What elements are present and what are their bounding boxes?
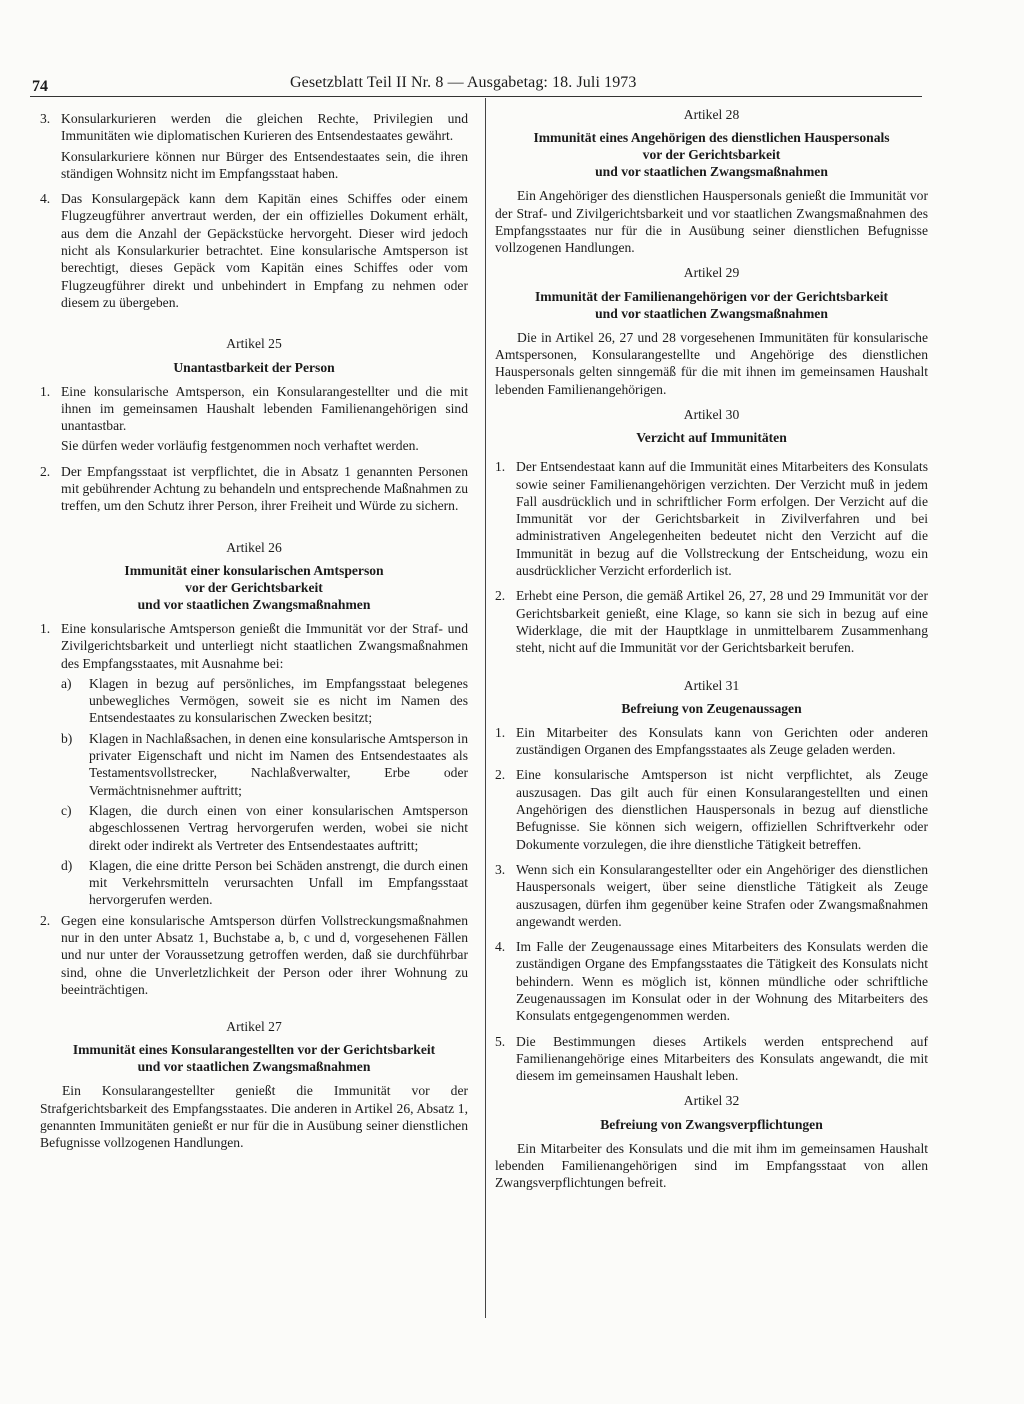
item-number: 1. bbox=[495, 459, 506, 475]
item-number: 1. bbox=[40, 620, 51, 636]
paragraph: Erhebt eine Person, die gemäß Artikel 26, 27, 28 und 29 Immunität vor der Gerichtsbarkeit genießt, eine Klage, so kann sie sich in bezug auf eine Widerklage, die mit der Hauptklage in unmittelbarem Zusammenhang steht, nicht auf die Immunität vor der Gerichtsbarkeit berufen. bbox=[516, 588, 928, 656]
title-line: Immunität der Familienangehörigen vor der Gerichtsbarkeit bbox=[534, 288, 889, 304]
header-rule bbox=[30, 96, 922, 97]
paragraph: Eine konsularische Amtsperson, ein Konsularangestellter und die mit ihnen im gemeinsamen Haushalt lebenden Familienangehörigen sind unantastbar. bbox=[61, 383, 468, 434]
article-26-item-2 bbox=[40, 912, 468, 998]
title-line: Immunität einer konsularischen Amtsperson bbox=[124, 562, 384, 578]
title-line: vor der Gerichtsbarkeit bbox=[185, 579, 323, 595]
article-31-item-1 bbox=[495, 724, 928, 759]
title-line: Immunität eines Angehörigen des dienstlichen Hauspersonals bbox=[533, 130, 890, 146]
item-number: 2. bbox=[495, 588, 506, 604]
paragraph: Konsularkuriere können nur Bürger des Entsendestaates sein, die ihren ständigen Wohnsitz nicht im Empfangsstaat haben. bbox=[61, 148, 468, 181]
item-number: 1. bbox=[40, 383, 51, 399]
paragraph: Eine konsularische Amtsperson genießt die Immunität vor der Straf- und Zivilgerichtsbarkeit und unterliegt nicht staatlichen Zwangsmaßnahmen des Empfangsstaates, mit Ausnahme bei: bbox=[61, 620, 468, 671]
article-28-number: Artikel 28 bbox=[683, 107, 740, 122]
item-number: 3. bbox=[495, 861, 506, 877]
paragraph: Ein Mitarbeiter des Konsulats und die mit ihm im gemeinsamen Haushalt lebenden Familienangehörigen sind im Empfangsstaat von allen Zwangsverpflichtungen befreit. bbox=[495, 1140, 928, 1191]
title-line: Immunität eines Konsularangestellten vor der Gerichtsbarkeit bbox=[72, 1042, 436, 1058]
sub-letter: a) bbox=[61, 675, 72, 691]
article-29-title bbox=[495, 288, 928, 322]
paragraph: Klagen, die eine dritte Person bei Schäden anstrengt, die durch einen mit Verkehrsmitteln verursachten Unfall im Empfangsstaat hervorgerufen werden. bbox=[89, 857, 468, 908]
item-number: 1. bbox=[495, 724, 506, 740]
article-28-title bbox=[495, 129, 928, 180]
paragraph: Der Entsendestaat kann auf die Immunität eines Mitarbeiters des Konsulats sowie seiner Familienangehörigen verzichten. Der Verzicht muß in jedem Fall ausdrücklich und in schriftlicher Form erfolgen. Der Verzicht auf die Immunität vor der Gerichtsbarkeit in Zivilverfahren und bei administrativen Angelegenheiten bedeutet nicht den Verzicht auf die Immunität in bezug auf die Vollstreckung der Entscheidung, wozu ein ausdrücklicher Verzicht erforderlich ist. bbox=[516, 459, 928, 579]
paragraph: Die Bestimmungen dieses Artikels werden entsprechend auf Familienangehörige eines Mitarbeiters des Konsulats angewandt, die mit diesem im gemeinsamen Haushalt leben. bbox=[516, 1033, 928, 1084]
title-line: und vor staatlichen Zwangsmaßnahmen bbox=[137, 596, 371, 612]
column-divider bbox=[485, 98, 486, 1318]
article-26-item-1 bbox=[40, 620, 468, 672]
item-number: 5. bbox=[495, 1033, 506, 1049]
paragraph: Gegen eine konsularische Amtsperson dürfen Vollstreckungsmaßnahmen nur in den unter Absatz 1, Buchstabe a, b, c und d, vorgesehenen Fällen und nur unter der Voraussetzung getroffen werden, daß sie durchführbar sind, ohne die Unverletzlichkeit der Person oder ihrer Wohnung zu beeinträchtigen. bbox=[61, 912, 468, 997]
paragraph: Ein Mitarbeiter des Konsulats kann von Gerichten oder anderen zuständigen Organen des Empfangsstaates als Zeuge geladen werden. bbox=[516, 724, 928, 758]
article-31-title: Befreiung von Zeugenaussagen bbox=[621, 700, 802, 716]
article-27-number: Artikel 27 bbox=[226, 1019, 282, 1035]
item-number: 2. bbox=[40, 912, 51, 928]
left-column bbox=[40, 110, 468, 1152]
article-31-number: Artikel 31 bbox=[683, 677, 740, 693]
title-line: und vor staatlichen Zwangsmaßnahmen bbox=[137, 1059, 371, 1075]
item-number: 3. bbox=[40, 111, 51, 126]
paragraph: Eine konsularische Amtsperson ist nicht verpflichtet, als Zeuge auszusagen. Das gilt auch für einen Konsularangestellten und einen Angehörigen des dienstlichen Hauspersonals in bezug auf dienstliche Befugnisse. Sie können sich weigern, offiziellen Schriftverkehr oder Dokumente vorzulegen, die ihre dienstliche Tätigkeit betreffen. bbox=[516, 767, 928, 852]
item-number: 2. bbox=[495, 767, 506, 783]
article-30-item-1 bbox=[495, 458, 928, 579]
paragraph: Das Konsulargepäck kann dem Kapitän eines Schiffes oder einem Flugzeugführer anvertraut werden, der ein offizielles Dokument erhält, aus dem die Anzahl der Gepäckstücke hervorgeht. Dieser wird jedoch nicht als Konsularkurier betrachtet. Eine konsularische Amtsperson ist berechtigt, dieses Gepäck vom Kapitän eines Schiffes oder vom Flugzeugführer direkt und unbehindert in Empfang zu nehmen oder diesem zu übergeben. bbox=[61, 191, 468, 310]
article-26-sub-a bbox=[61, 675, 468, 727]
paragraph: Wenn sich ein Konsularangestellter oder ein Angehöriger des dienstlichen Hauspersonals weigert, über seine dienstliche Tätigkeit als Zeuge auszusagen, dürfen ihm gegenüber keine Strafen oder Zwangsmaßnahmen angewandt werden. bbox=[516, 861, 928, 929]
article-31-item-5 bbox=[495, 1033, 928, 1085]
running-head: Gesetzblatt Teil II Nr. 8 — Ausgabetag: 18. Juli 1973 bbox=[290, 74, 637, 91]
article-26-title bbox=[40, 562, 468, 613]
article-31-item-3 bbox=[495, 861, 928, 930]
title-line: vor der Gerichtsbarkeit bbox=[642, 147, 781, 163]
paragraph: Konsularkurieren werden die gleichen Rechte, Privilegien und Immunitäten wie diplomatischen Kurieren des Entsendestaates gewährt. bbox=[61, 111, 468, 144]
article-25-item-2 bbox=[40, 463, 468, 515]
paragraph: Klagen in bezug auf persönliches, im Empfangsstaat belegenes unbewegliches Vermögen, soweit sie es nicht im Namen des Entsendestaates zu konsularischen Zwecken besitzt; bbox=[89, 675, 468, 726]
item-number: 4. bbox=[40, 191, 51, 207]
paragraph: Die in Artikel 26, 27 und 28 vorgesehenen Immunitäten für konsularische Amtspersonen, Konsularangestellte und Angehörige des dienstlichen Hauspersonals gelten sinngemäß für die mit ihnen im gemeinsamen Haushalt lebenden Familienangehörigen. bbox=[495, 329, 928, 397]
article-26-sub-d bbox=[61, 857, 468, 909]
article-27-title bbox=[40, 1041, 468, 1075]
article-31-item-4 bbox=[495, 938, 928, 1024]
article-31-item-2 bbox=[495, 766, 928, 852]
sub-letter: b) bbox=[61, 730, 73, 746]
article-30-number: Artikel 30 bbox=[683, 406, 740, 422]
paragraph: Ein Konsularangestellter genießt die Immunität vor der Strafgerichtsbarkeit des Empfangsstaates. Die anderen in Artikel 26, Absatz 1, genannten Immunitäten genießt er nur für die in Ausübung seiner dienstlichen Befugnisse vollzogenen Handlungen. bbox=[40, 1083, 468, 1151]
article-26-sub-c bbox=[61, 802, 468, 854]
article-26-number: Artikel 26 bbox=[226, 539, 282, 555]
paragraph: Klagen, die durch einen von einer konsularischen Amtsperson abgeschlossenen Vertrag hervorgerufen werden, wobei sie nicht direkt oder indirekt als Vertreter des Entsendestaates auftritt; bbox=[89, 802, 468, 853]
right-column bbox=[495, 102, 928, 1192]
article-25-title: Unantastbarkeit der Person bbox=[173, 359, 335, 375]
article-32-number: Artikel 32 bbox=[683, 1093, 740, 1109]
title-line: und vor staatlichen Zwangsmaßnahmen bbox=[595, 164, 828, 180]
article-24-item-4 bbox=[40, 190, 468, 311]
article-32-title: Befreiung von Zwangsverpflichtungen bbox=[600, 1116, 823, 1132]
page-number: 74 bbox=[32, 78, 48, 95]
article-26-sub-b bbox=[61, 730, 468, 799]
article-29-number: Artikel 29 bbox=[683, 265, 740, 281]
article-25-number: Artikel 25 bbox=[226, 336, 282, 352]
paragraph: Im Falle der Zeugenaussage eines Mitarbeiters des Konsulats werden die zuständigen Organe des Empfangsstaates die Tätigkeit des Konsulats nicht behindern. Wenn es möglich ist, können mündliche oder schriftliche Zeugenaussagen im Konsulat oder in der Wohnung des Mitarbeiters des Konsulats entgegengenommen werden. bbox=[516, 939, 928, 1024]
item-number: 4. bbox=[495, 939, 506, 955]
paragraph: Klagen in Nachlaßsachen, in denen eine konsularische Amtsperson in privater Eigenschaft und nicht im Namen des Entsendestaates als Testamentsvollstrecker, Nachlaßverwalter, Erbe oder Vermächtnisnehmer auftritt; bbox=[89, 730, 468, 798]
paragraph: Ein Angehöriger des dienstlichen Hauspersonals genießt die Immunität vor der Straf- und Zivilgerichtsbarkeit und vor staatlichen Zwangsmaßnahmen des Empfangsstaates nur für die in Ausübung seiner dienstlichen Befugnisse vollzogenen Handlungen. bbox=[495, 188, 928, 256]
article-24-item-3 bbox=[40, 110, 468, 182]
item-number: 2. bbox=[40, 463, 51, 479]
sub-letter: d) bbox=[61, 857, 73, 873]
title-line: und vor staatlichen Zwangsmaßnahmen bbox=[595, 305, 828, 321]
sub-letter: c) bbox=[61, 802, 72, 818]
article-30-item-2 bbox=[495, 587, 928, 656]
article-25-item-1 bbox=[40, 383, 468, 455]
paragraph: Der Empfangsstaat ist verpflichtet, die in Absatz 1 genannten Personen mit gebührender Achtung zu behandeln und entsprechende Maßnahmen zu treffen, um den Schutz ihrer Person, ihrer Freiheit und Würde zu sichern. bbox=[61, 463, 468, 514]
article-30-title: Verzicht auf Immunitäten bbox=[636, 430, 787, 446]
paragraph: Sie dürfen weder vorläufig festgenommen noch verhaftet werden. bbox=[61, 438, 419, 454]
